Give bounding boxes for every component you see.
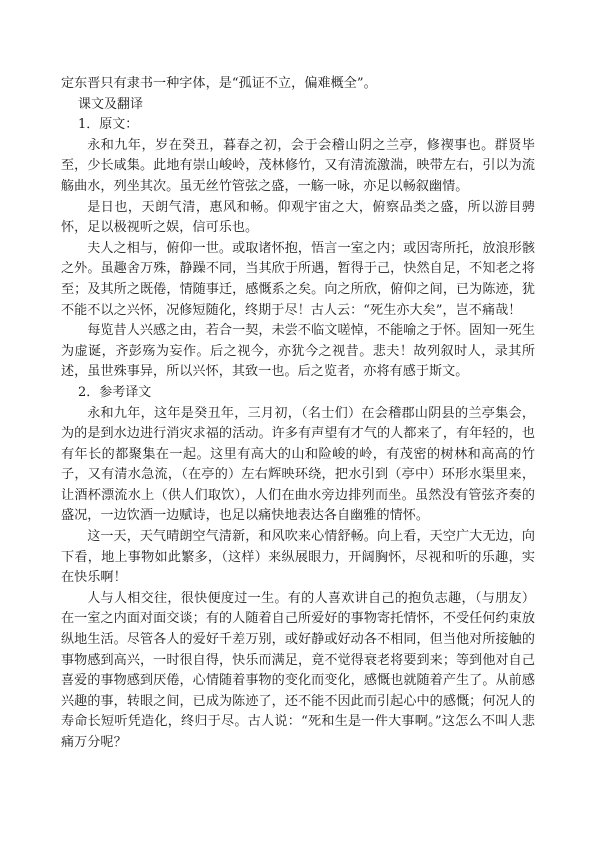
original-paragraph-1: 永和九年，岁在癸丑，暮春之初，会于会稽山阴之兰亭，修禊事也。群贤毕至，少长咸集。此地有崇山峻岭，茂林修竹，又有清流激湍，映带左右，引以为流觞曲水，列坐其次。虽无丝竹管弦之盛，一觞一咏，亦足以畅叙幽情。 [61, 137, 535, 194]
original-paragraph-4: 每览昔人兴感之由，若合一契，未尝不临文嗟悼，不能喻之于怀。固知一死生为虚诞，齐彭殇为妄作。后之视今，亦犹今之视昔。悲夫！故列叙时人，录其所述，虽世殊事异，所以兴怀，其致一也。后之览者，亦将有感于斯文。 [61, 323, 535, 380]
original-paragraph-2: 是日也，天朗气清，惠风和畅。仰观宇宙之大，俯察品类之盛，所以游目骋怀，足以极视听之娱，信可乐也。 [61, 199, 535, 236]
translation-paragraph-2: 这一天，天气晴朗空气清新，和风吹来心情舒畅。向上看，天空广大无边，向下看，地上事物如此繁多，（这样）来纵展眼力，开阔胸怀，尽视和听的乐趣，实在快乐啊！ [61, 529, 535, 586]
intro-line: 定东晋只有隶书一种字体，是“孤证不立，偏难概全”。 [61, 76, 377, 91]
translation-paragraph-1: 永和九年，这年是癸丑年，三月初，（名士们）在会稽郡山阴县的兰亭集会，为的是到水边进行消灾求福的活动。许多有声望有才气的人都来了，有年轻的，也有年长的都聚集在一起。这里有高大的山和险峻的岭，有茂密的树林和高高的竹子，又有清水急流，（在亭的）左右辉映环绕，把水引到（亭中）环形水渠里来，让酒杯漂流水上（供人们取饮），人们在曲水旁边排列而坐。虽然没有管弦齐奏的盛况，一边饮酒一边赋诗，也足以痛快地表达各自幽雅的情怀。 [61, 405, 535, 524]
original-heading: 1．原文： [78, 117, 139, 133]
section-title: 课文及翻译 [78, 96, 144, 112]
translation-heading: 2．参考译文 [78, 384, 152, 400]
original-paragraph-3: 夫人之相与，俯仰一世。或取诸怀抱，悟言一室之内；或因寄所托，放浪形骸之外。虽趣舍万殊，静躁不同，当其欣于所遇，暂得于己，快然自足，不知老之将至；及其所之既倦，情随事迁，感慨系之矣。向之所欣，俯仰之间，已为陈迹，犹不能不以之兴怀，况修短随化，终期于尽！古人云：“死生亦大矣”，岂不痛哉！ [61, 240, 535, 318]
document-page [61, 74, 535, 754]
translation-paragraph-3: 人与人相交往，很快便度过一生。有的人喜欢讲自己的抱负志趣，（与朋友）在一室之内面对面交谈；有的人随着自己所爱好的事物寄托情怀，不受任何约束放纵地生活。尽管各人的爱好千差万别，或好静或好动各不相同，但当他对所接触的事物感到高兴，一时很自得，快乐而满足，竟不觉得衰老将要到来；等到他对自己喜爱的事物感到厌倦，心情随着事物的变化而变化，感慨也就随着产生了。从前感兴趣的事，转眼之间，已成为陈迹了，还不能不因此而引起心中的感慨；何况人的寿命长短听凭造化，终归于尽。古人说：“死和生是一件大事啊。”这怎么不叫人悲痛万分呢？ [61, 590, 535, 750]
